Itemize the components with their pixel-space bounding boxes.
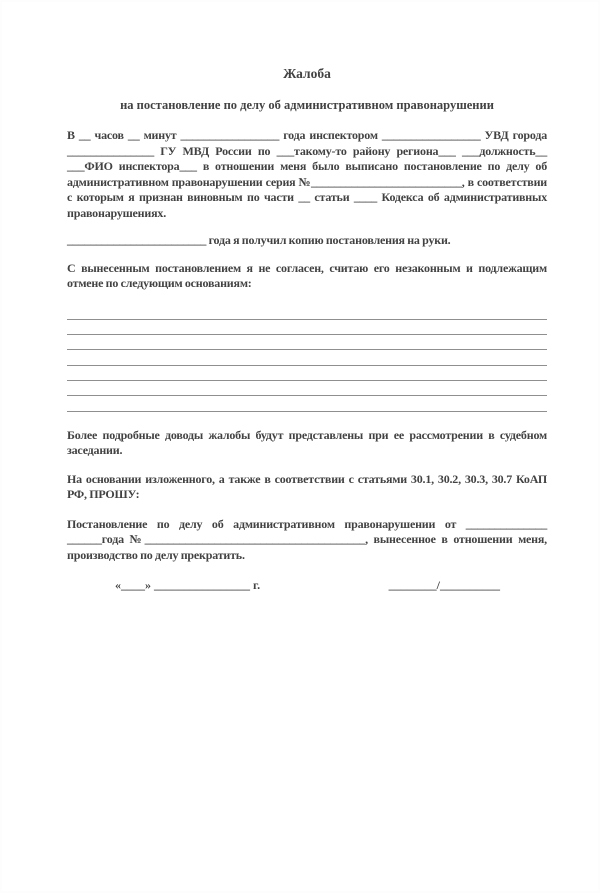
intro-paragraph: В __ часов __ минут _________________ года инспектором _________________ УВД города _______________ ГУ МВД России по ___такому-то району региона___ ___должность__ ___ФИО инспектора___ в отношении меня было выписано постановление по делу об административном правонарушении серия №__________________________, в соответствии с которым я признан виновным по части __ статьи ____ Кодекса об административных правонарушениях. [67, 128, 547, 220]
reasons-blank-lines [67, 305, 547, 412]
signature-row [67, 578, 547, 593]
blank-line [67, 305, 547, 320]
blank-line [67, 396, 547, 411]
details-note-paragraph: Более подробные доводы жалобы будут представлены при ее рассмотрении в судебном заседании. [67, 427, 547, 458]
disagreement-paragraph: С вынесенным постановлением я не согласен, считаю его незаконным и подлежащим отмене по следующим основаниям: [67, 260, 547, 290]
signature-name-blank: ________/__________ [388, 578, 500, 593]
blank-line [67, 350, 547, 365]
document-title: Жалоба [283, 66, 331, 81]
signature-date-blank: «____» ________________ г. [115, 578, 261, 593]
blank-line [67, 335, 547, 350]
blank-line [67, 381, 547, 396]
document-subtitle: на постановление по делу об административном правонарушении [120, 98, 494, 112]
request-paragraph: Постановление по делу об административном правонарушении от ______________ ______года №______________________________________, вынесенное в отношении меня, производство по делу прекратить. [67, 516, 547, 562]
blank-line [67, 320, 547, 335]
blank-line [67, 366, 547, 381]
copy-received-paragraph: ________________________ года я получил копию постановления на руки. [67, 233, 451, 247]
legal-basis-paragraph: На основании изложенного, а также в соответствии с статьями 30.1, 30.2, 30.3, 30.7 КоАП РФ, ПРОШУ: [67, 471, 547, 502]
